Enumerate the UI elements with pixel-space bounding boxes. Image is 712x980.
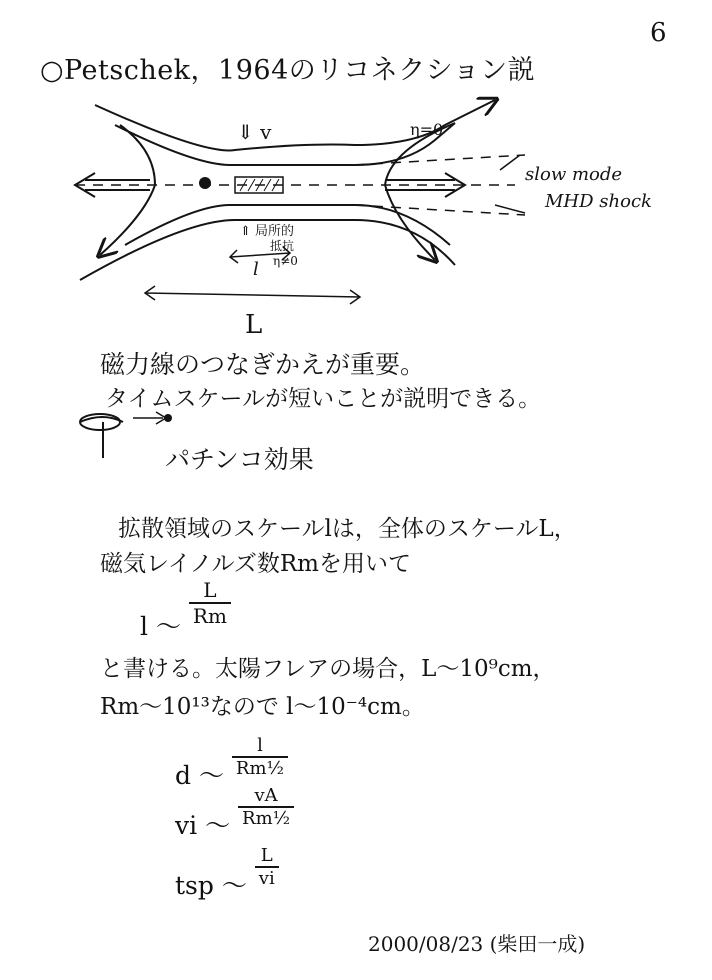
page-title: ○Petschek，1964のリコネクション説	[40, 55, 536, 86]
slow-mode-label: slow mode	[525, 164, 623, 185]
body-line-3: と書ける。太陽フレアの場合，L～10⁹cm，	[100, 656, 556, 682]
equation-tsp: tsp ～ $\frac{L}{vi}$	[175, 855, 279, 902]
field-line-left-upper	[120, 125, 155, 185]
petschek-reconnection-diagram	[55, 95, 695, 345]
note-line-1: 磁力線のつなぎかえが重要。	[100, 350, 426, 379]
page-number: 6	[650, 18, 667, 48]
eta-zero-label: η=0	[410, 120, 444, 139]
note-line-2: タイムスケールが短いことが説明できる。	[105, 386, 542, 412]
dashed-shock-upper	[355, 155, 525, 165]
local-resistance-label-1: ⇑ 局所的	[240, 224, 295, 239]
field-line-right-lower	[385, 185, 435, 260]
pachinko-sketch	[78, 408, 178, 468]
footer-date-author: 2000/08/23 (柴田一成)	[368, 932, 586, 956]
L-label: L	[245, 310, 263, 340]
body-line-4: Rm～10¹³なので l～10⁻⁴cm。	[100, 694, 425, 720]
l-label: l	[253, 259, 259, 280]
body-line-1: 拡散領域のスケールlは，全体のスケールL，	[118, 516, 577, 542]
particle	[199, 177, 211, 189]
local-resistance-label-3: η≠0	[273, 254, 298, 268]
equation-d: d ～ $\frac{l}{\text{Rm½}}$	[175, 745, 288, 792]
note-line-3: パチンコ効果	[165, 445, 314, 474]
field-line-top-inner	[115, 123, 455, 165]
local-resistance-label-2: 抵抗	[270, 239, 295, 253]
equation-vi: vi ～ $\frac{vA}{\text{Rm½}}$	[175, 795, 294, 842]
L-arrow	[145, 286, 360, 304]
mhd-shock-label: MHD shock	[545, 191, 652, 212]
body-line-2: 磁気レイノルズ数Rmを用いて	[100, 551, 411, 577]
inflow-label: ⇓ v	[237, 120, 272, 144]
equation-l: l ～ $\frac{L}{Rm}$	[140, 590, 231, 643]
